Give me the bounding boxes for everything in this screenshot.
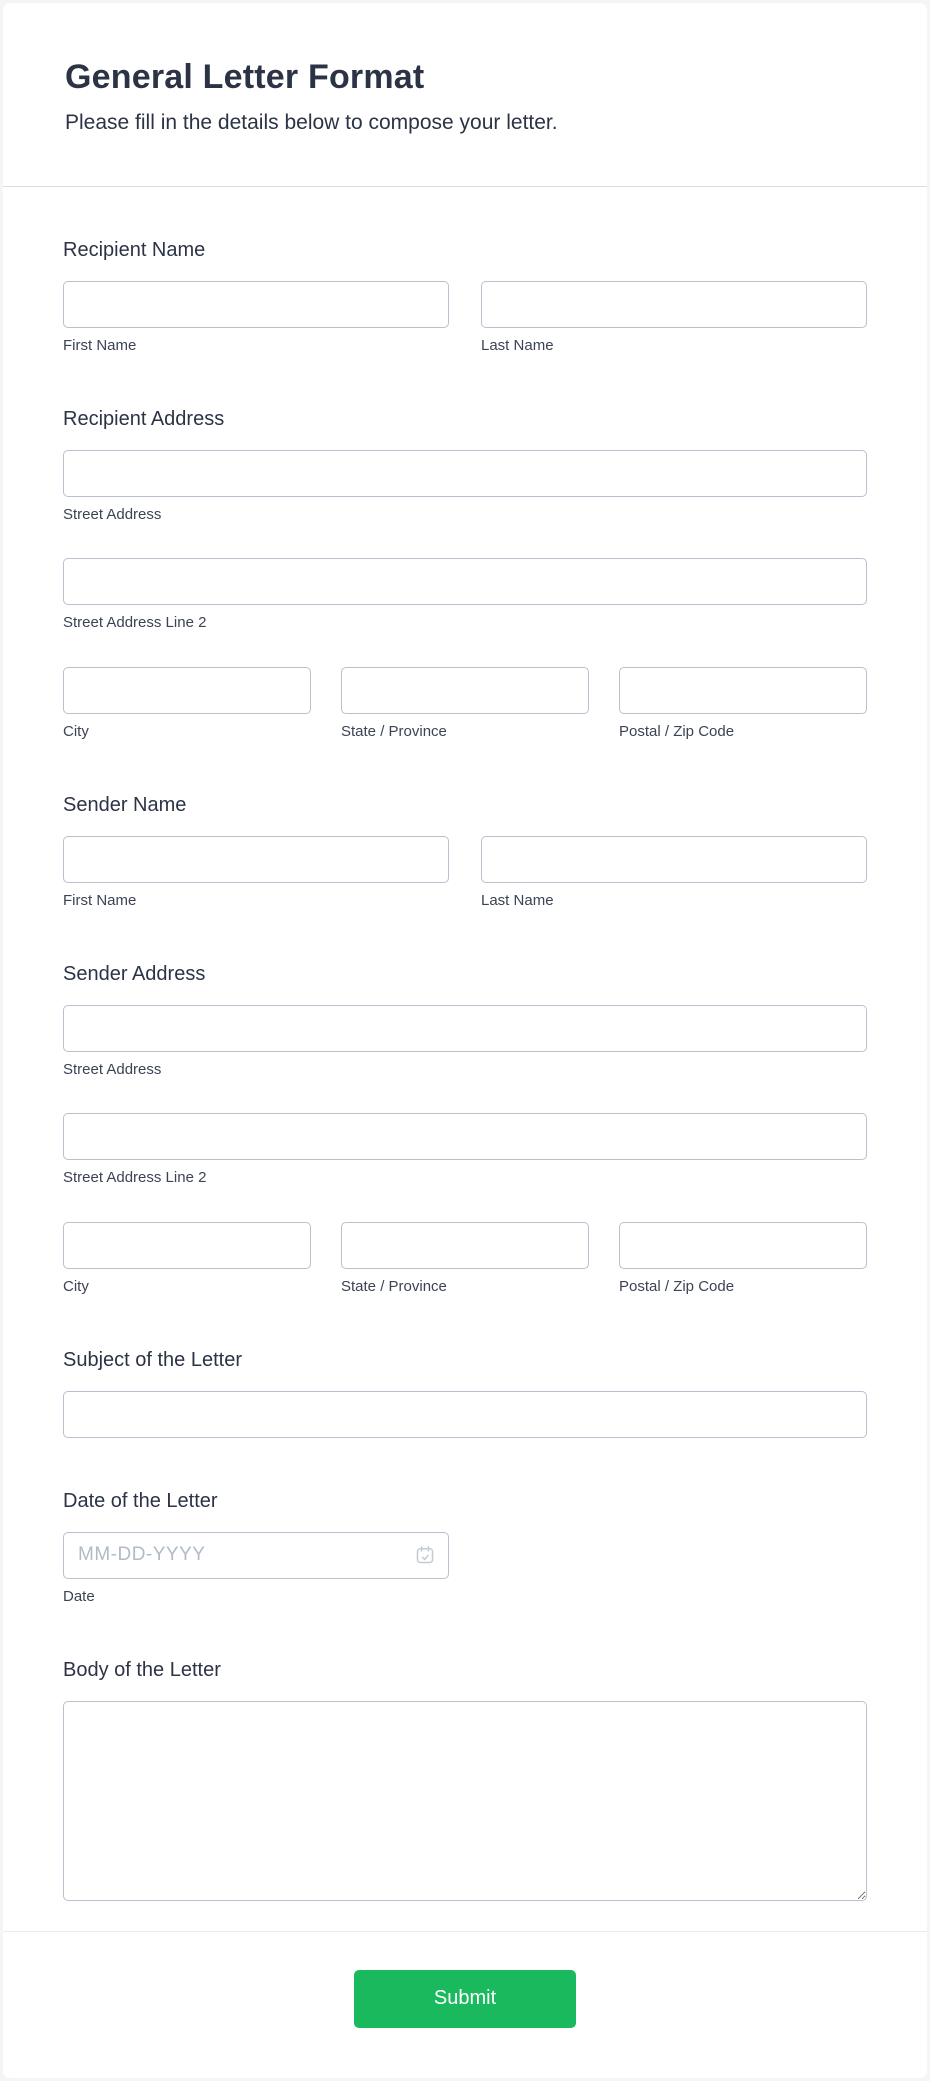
section-sender-address: [63, 961, 867, 1297]
sender-first-name-sublabel: First Name: [63, 891, 137, 909]
sender-city-sublabel: City: [63, 1278, 89, 1296]
recipient-street2-sublabel: Street Address Line 2: [63, 614, 207, 632]
recipient-city-sublabel: City: [63, 723, 89, 741]
page-subtitle: Please fill in the details below to compose your letter.: [65, 110, 558, 134]
submit-area: [3, 1932, 927, 2074]
section-subject: [63, 1347, 867, 1438]
recipient-state-input[interactable]: [341, 667, 589, 714]
recipient-last-name-sublabel: Last Name: [481, 336, 554, 354]
sender-state-input[interactable]: [341, 1222, 589, 1269]
recipient-city-input[interactable]: [63, 667, 311, 714]
submit-button[interactable]: Submit: [354, 1970, 576, 2028]
sender-postal-sublabel: Postal / Zip Code: [619, 1278, 735, 1296]
sender-first-name-input[interactable]: [63, 836, 449, 883]
sender-address-heading: Sender Address: [63, 962, 206, 985]
section-sender-name: [63, 792, 867, 911]
form-card: [3, 3, 927, 2078]
sender-city-input[interactable]: [63, 1222, 311, 1269]
subject-input[interactable]: [63, 1391, 867, 1438]
section-body: [63, 1657, 867, 1901]
recipient-first-name-sublabel: First Name: [63, 336, 137, 354]
recipient-street2-input[interactable]: [63, 558, 867, 605]
sender-postal-input[interactable]: [619, 1222, 867, 1269]
sender-last-name-input[interactable]: [481, 836, 867, 883]
recipient-state-sublabel: State / Province: [341, 723, 447, 741]
recipient-postal-input[interactable]: [619, 667, 867, 714]
section-date: [63, 1488, 867, 1607]
sender-street-input[interactable]: [63, 1005, 867, 1052]
recipient-street-sublabel: Street Address: [63, 505, 162, 523]
sender-last-name-sublabel: Last Name: [481, 891, 554, 909]
recipient-last-name-input[interactable]: [481, 281, 867, 328]
section-recipient-name: [63, 237, 867, 356]
recipient-name-heading: Recipient Name: [63, 238, 206, 261]
sender-street-sublabel: Street Address: [63, 1060, 162, 1078]
body-heading: Body of the Letter: [63, 1658, 221, 1681]
form-body: [3, 237, 927, 1901]
subject-heading: Subject of the Letter: [63, 1348, 243, 1371]
recipient-address-heading: Recipient Address: [63, 407, 225, 430]
date-heading: Date of the Letter: [63, 1489, 218, 1512]
recipient-first-name-input[interactable]: [63, 281, 449, 328]
date-sublabel: Date: [63, 1587, 95, 1605]
recipient-postal-sublabel: Postal / Zip Code: [619, 723, 735, 741]
body-textarea[interactable]: [63, 1701, 867, 1901]
sender-name-heading: Sender Name: [63, 793, 187, 816]
recipient-street-input[interactable]: [63, 450, 867, 497]
section-recipient-address: [63, 406, 867, 742]
sender-street2-sublabel: Street Address Line 2: [63, 1169, 207, 1187]
form-header: [3, 3, 927, 187]
sender-state-sublabel: State / Province: [341, 1278, 447, 1296]
date-input[interactable]: [63, 1532, 449, 1579]
sender-street2-input[interactable]: [63, 1113, 867, 1160]
page-title: General Letter Format: [65, 58, 425, 96]
